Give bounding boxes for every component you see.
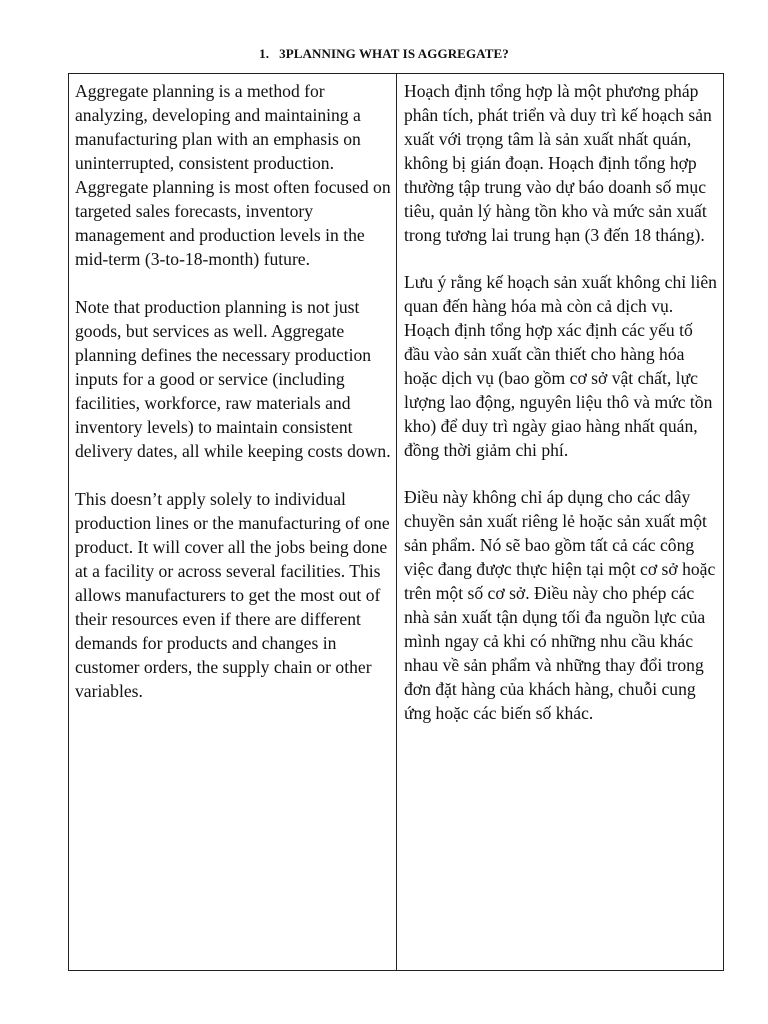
section-heading xyxy=(0,46,768,62)
english-paragraph-3: This doesn’t apply solely to individual production lines or the manufacturing of one product. It will cover all the jobs being done at a facility or across several facilities. This allows manufacturers to get the most out of their resources even if there are different demands for products and changes in customer orders, the supply chain or other variables. xyxy=(75,489,390,701)
translation-table xyxy=(68,73,724,971)
english-paragraph-2: Note that production planning is not just goods, but services as well. Aggregate planning defines the necessary production inputs for a good or service (including facilities, workforce, raw materials and inventory levels) to maintain consistent delivery dates, all while keeping costs down. xyxy=(75,297,391,461)
vietnamese-column xyxy=(397,74,723,970)
vietnamese-paragraph-1: Hoạch định tổng hợp là một phương pháp phân tích, phát triển và duy trì kế hoạch sản xuất với trọng tâm là sản xuất nhất quán, không bị gián đoạn. Hoạch định tổng hợp thường tập trung vào dự báo doanh số mục tiêu, quản lý hàng tồn kho và mức sản xuất trong tương lai trung hạn (3 đến 18 tháng). xyxy=(404,81,712,245)
vietnamese-paragraph-3: Điều này không chỉ áp dụng cho các dây chuyền sản xuất riêng lẻ hoặc sản xuất một sản phẩm. Nó sẽ bao gồm tất cả các công việc đang được thực hiện tại một cơ sở hoặc trên một số cơ sở. Điều này cho phép các nhà sản xuất tận dụng tối đa nguồn lực của mình ngay cả khi có những nhu cầu khác nhau về sản phẩm và những thay đổi trong đơn đặt hàng của khách hàng, chuỗi cung ứng hoặc các biến số khác. xyxy=(404,487,716,723)
english-column xyxy=(69,74,397,970)
english-paragraph-1: Aggregate planning is a method for analyzing, developing and maintaining a manufacturing plan with an emphasis on uninterrupted, consistent production. Aggregate planning is most often focused on targeted sales forecasts, inventory management and production levels in the mid-term (3-to-18-month) future. xyxy=(75,81,391,269)
section-title: 3PLANNING WHAT IS AGGREGATE? xyxy=(279,46,509,61)
vietnamese-paragraph-2: Lưu ý rằng kế hoạch sản xuất không chỉ liên quan đến hàng hóa mà còn cả dịch vụ. Hoạch định tổng hợp xác định các yếu tố đầu vào sản xuất cần thiết cho hàng hóa hoặc dịch vụ (bao gồm cơ sở vật chất, lực lượng lao động, nguyên liệu thô và mức tồn kho) để duy trì ngày giao hàng nhất quán, đồng thời giảm chi phí. xyxy=(404,272,717,460)
section-number: 1. xyxy=(259,46,270,61)
